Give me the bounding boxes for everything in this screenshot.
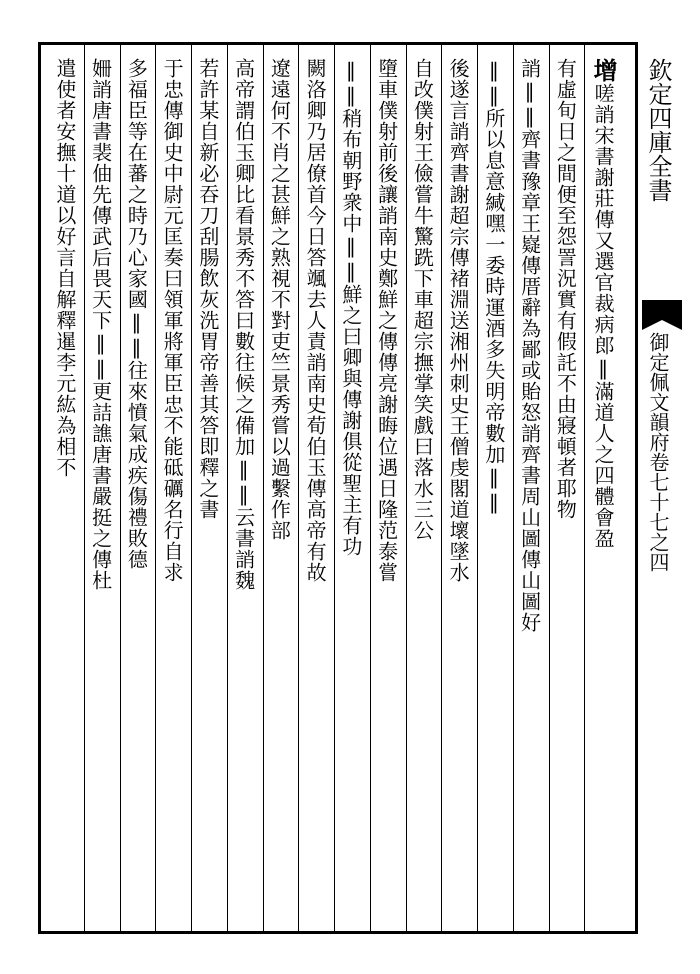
text-column-8: ‖‖稍布朝野衆中‖‖鮮之曰卿與傳謝俱從聖主有功 [338,58,363,557]
column-rule [120,42,121,934]
column-rule [513,42,514,934]
text-column-9: 闕洛卿乃居僚首今日答颯去人責誚南史荀伯玉傳高帝有故 [303,58,328,583]
column-rule [227,42,228,934]
column-rule [549,42,550,934]
fish-tail-mark [642,300,682,320]
text-column-12: 若許某自新必吞刀刮腸飲灰洗胃帝善其答即釋之書 [195,58,220,520]
column-rule [191,42,192,934]
text-column-4: ‖‖所以息意緘嘿一委時運酒多失明帝數加‖‖ [481,58,506,515]
entry-head: 增 [589,58,619,83]
column-rule [441,42,442,934]
text-column-5: 後遂言誚齊書謝超宗傳褚淵送湘州刺史王僧虔閣道壞墜水 [446,58,471,583]
column-rule [84,42,85,934]
column-rule [584,42,585,934]
text-column-1 [589,58,619,549]
column-rule [155,42,156,934]
column-rule [477,42,478,934]
text-column-11: 高帝謂伯玉卿比看景秀不答曰數往候之備加‖‖云書誚魏 [231,58,256,591]
column-text: 嗟誚宋書謝莊傳又選官裁病郎‖滿道人之四體會盈 [591,83,616,549]
text-column-3: 誚‖‖齊書豫章王嶷傳厝辭為鄙或貽怒誚齊書周山圖傳山圖好 [517,58,542,633]
text-column-2: 有虛旬日之間便至怨詈況實有假託不由寢頓者耶物 [553,58,578,520]
text-column-13: 于忠傳御史中尉元匡奏曰領軍將軍臣忠不能砥礪名行自求 [160,58,185,583]
text-column-15: 姍誚唐書裴伷先傳武后畏天下‖‖更詰譙唐書嚴挺之傳杜 [88,58,113,591]
text-column-7: 墮車僕射前後讓誚南史鄭鮮之傳傳亮謝晦位遇日隆范泰嘗 [374,58,399,583]
column-rule [298,42,299,934]
text-column-16: 遣使者安撫十道以好言自解釋暹李元紘為相不 [52,58,77,478]
column-rule [370,42,371,934]
text-column-14: 多福臣等在蕃之時乃心家國‖‖往來憤氣成疾傷禮敗德 [124,58,149,570]
column-rule [406,42,407,934]
edition-title: 欽定四庫全書 [644,58,672,202]
text-column-10: 遼遠何不肖之甚鮮之熟視不對吏竺景秀嘗以過繫作部 [267,58,292,541]
chapter-label: 御定佩文韻府卷七十七之四 [646,332,670,572]
text-column-6: 自改僕射王儉嘗牛驚跣下車超宗撫掌笑戲曰落水三公 [410,58,435,541]
column-rule [334,42,335,934]
column-rule [263,42,264,934]
